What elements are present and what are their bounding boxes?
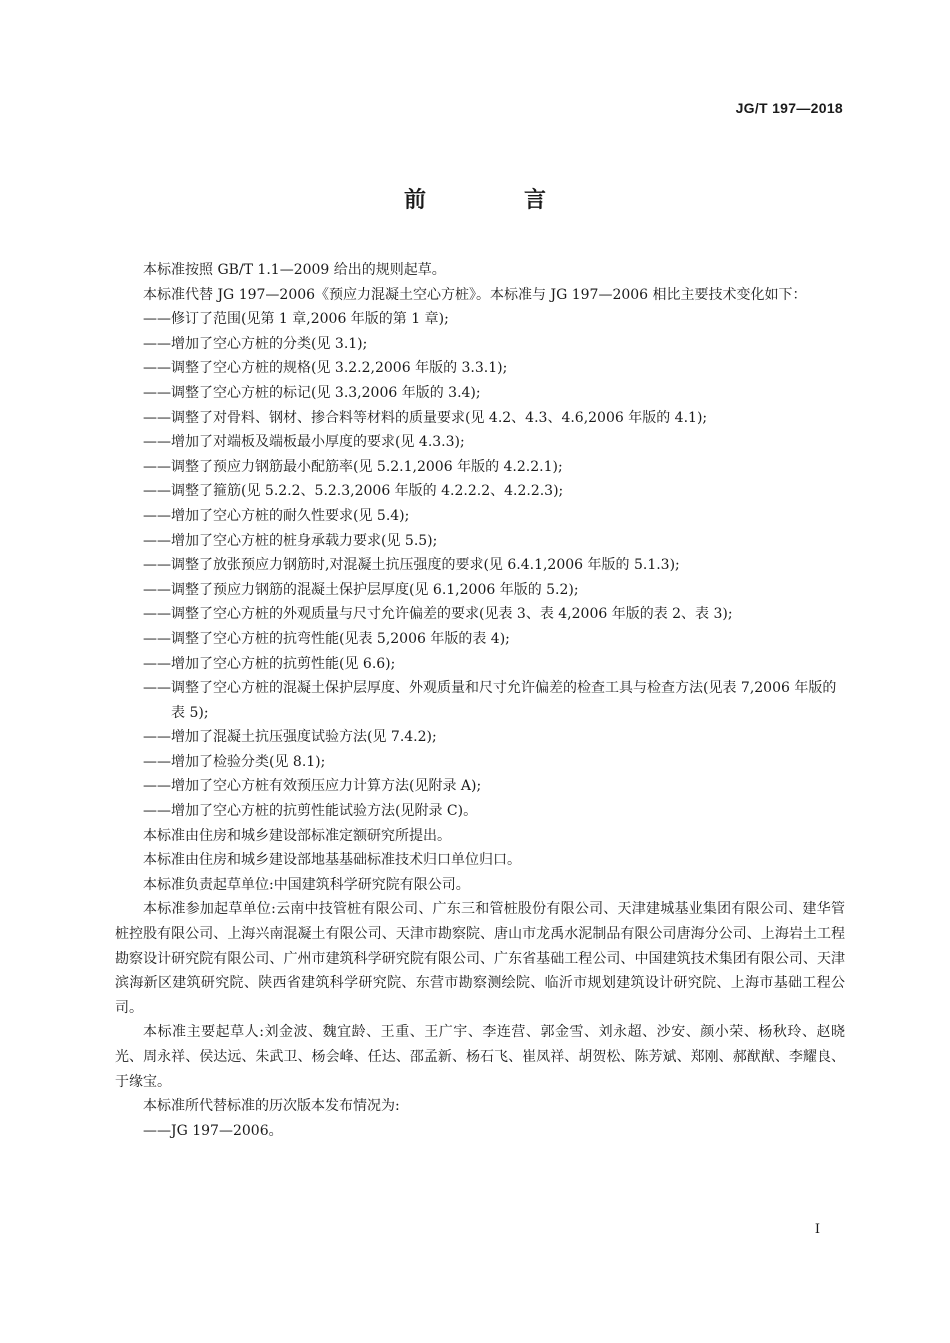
list-item: ——调整了预应力钢筋的混凝土保护层厚度(见 6.1,2006 年版的 5.2); xyxy=(143,581,579,598)
paragraph: 本标准由住房和城乡建设部标准定额研究所提出。 xyxy=(143,827,451,844)
list-item: ——增加了空心方桩的桩身承载力要求(见 5.5); xyxy=(143,532,438,549)
list-item: ——调整了空心方桩的外观质量与尺寸允许偏差的要求(见表 3、表 4,2006 年版的表 2、表 3); xyxy=(143,606,733,623)
paragraph: 本标准由住房和城乡建设部地基基础标准技术归口单位归口。 xyxy=(143,852,521,869)
history-list xyxy=(115,1119,845,1144)
foreword-body xyxy=(115,258,845,1143)
list-item: ——调整了放张预应力钢筋时,对混凝土抗压强度的要求(见 6.4.1,2006 年版的 5.1.3); xyxy=(143,557,680,574)
paragraph: 本标准所代替标准的历次版本发布情况为: xyxy=(143,1098,400,1115)
paragraph: 本标准参加起草单位:云南中技管桩有限公司、广东三和管桩股份有限公司、天津建城基业集团有限公司、建华管桩控股有限公司、上海兴南混凝土有限公司、天津市勘察院、唐山市龙禹水泥制品有限公司唐海分公司、上海岩土工程勘察设计研究院有限公司、广州市建筑科学研究院有限公司、广东省基础工程公司、中国建筑技术集团有限公司、天津滨海新区建筑研究院、陕西省建筑科学研究院、东营市勘察测绘院、临沂市规划建筑设计研究院、上海市基础工程公司。 xyxy=(115,901,845,1016)
list-item: ——JG 197—2006。 xyxy=(143,1122,283,1139)
standard-code: JG/T 197—2018 xyxy=(735,100,843,116)
list-item: ——增加了空心方桩的抗剪性能(见 6.6); xyxy=(143,655,396,672)
list-item: ——调整了对骨料、钢材、掺合料等材料的质量要求(见 4.2、4.3、4.6,2006 年版的 4.1); xyxy=(143,409,708,426)
list-item: ——调整了空心方桩的标记(见 3.3,2006 年版的 3.4); xyxy=(143,384,481,401)
list-item: ——调整了空心方桩的规格(见 3.2.2,2006 年版的 3.3.1); xyxy=(143,360,508,377)
list-item: ——修订了范围(见第 1 章,2006 年版的第 1 章); xyxy=(143,311,449,328)
paragraph: 本标准负责起草单位:中国建筑科学研究院有限公司。 xyxy=(143,876,470,893)
paragraph: 本标准按照 GB/T 1.1—2009 给出的规则起草。 xyxy=(143,262,446,278)
paragraph: 本标准代替 JG 197—2006《预应力混凝土空心方桩》。本标准与 JG 197—2006 相比主要技术变化如下： xyxy=(143,286,807,303)
list-item: ——增加了空心方桩的分类(见 3.1); xyxy=(143,335,368,352)
paragraph: 本标准主要起草人:刘金波、魏宜龄、王重、王广宇、李连营、郭金雪、刘永超、沙安、颜小荣、杨秋玲、赵晓光、周永祥、侯达远、朱武卫、杨会峰、任达、邵孟新、杨石飞、崔凤祥、胡贺松、陈芳斌、郑刚、郝猷猷、李耀良、于缘宝。 xyxy=(115,1024,845,1090)
list-item: ——增加了混凝土抗压强度试验方法(见 7.4.2); xyxy=(143,729,437,746)
list-item: ——调整了空心方桩的抗弯性能(见表 5,2006 年版的表 4); xyxy=(143,630,510,647)
list-item: ——调整了空心方桩的混凝土保护层厚度、外观质量和尺寸允许偏差的检查工具与检查方法(见表 7,2006 年版的表 5); xyxy=(143,680,837,721)
list-item: ——增加了空心方桩有效预压应力计算方法(见附录 A); xyxy=(143,778,482,795)
list-item: ——增加了空心方桩的耐久性要求(见 5.4); xyxy=(143,507,410,524)
list-item: ——增加了空心方桩的抗剪性能试验方法(见附录 C)。 xyxy=(143,803,478,820)
list-item: ——增加了检验分类(见 8.1); xyxy=(143,753,326,770)
list-item: ——增加了对端板及端板最小厚度的要求(见 4.3.3); xyxy=(143,434,465,451)
changes-list xyxy=(115,307,845,823)
list-item: ——调整了预应力钢筋最小配筋率(见 5.2.1,2006 年版的 4.2.2.1); xyxy=(143,458,563,475)
page-title: 前 言 xyxy=(403,188,584,213)
page-number: I xyxy=(814,1222,820,1237)
list-item: ——调整了箍筋(见 5.2.2、5.2.3,2006 年版的 4.2.2.2、4.2.2.3); xyxy=(143,483,564,500)
